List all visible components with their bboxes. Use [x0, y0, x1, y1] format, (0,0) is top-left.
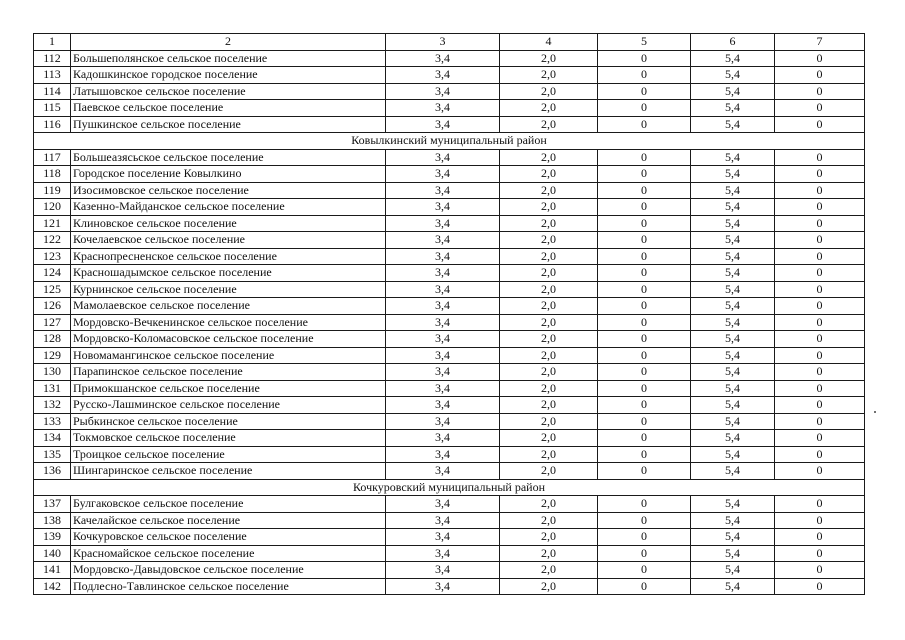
table-row	[34, 298, 865, 315]
table-row	[34, 347, 865, 364]
col4-value-cell: 2,0	[500, 413, 598, 430]
col7-value-cell: 0	[775, 397, 865, 414]
col6-value-cell: 5,4	[691, 314, 775, 331]
col7-value-cell: 0	[775, 578, 865, 595]
col7-value-cell: 0	[775, 149, 865, 166]
table-row	[34, 578, 865, 595]
col5-value-cell: 0	[598, 265, 691, 282]
settlement-name-cell: Токмовское сельское поселение	[71, 430, 386, 447]
col7-value-cell: 0	[775, 83, 865, 100]
settlement-name-cell: Пушкинское сельское поселение	[71, 116, 386, 133]
table-row	[34, 182, 865, 199]
col6-value-cell: 5,4	[691, 166, 775, 183]
settlement-name-cell: Мамолаевское сельское поселение	[71, 298, 386, 315]
row-number-cell: 135	[34, 446, 71, 463]
col3-value-cell: 3,4	[386, 100, 500, 117]
col6-value-cell: 5,4	[691, 430, 775, 447]
col5-value-cell: 0	[598, 529, 691, 546]
col3-value-cell: 3,4	[386, 116, 500, 133]
table-row	[34, 380, 865, 397]
col5-value-cell: 0	[598, 199, 691, 216]
col6-value-cell: 5,4	[691, 562, 775, 579]
col4-value-cell: 2,0	[500, 116, 598, 133]
col7-value-cell: 0	[775, 545, 865, 562]
settlement-name-cell: Изосимовское сельское поселение	[71, 182, 386, 199]
row-number-cell: 125	[34, 281, 71, 298]
table-row	[34, 116, 865, 133]
col4-value-cell: 2,0	[500, 265, 598, 282]
col3-value-cell: 3,4	[386, 364, 500, 381]
col4-value-cell: 2,0	[500, 182, 598, 199]
district-header-row	[34, 479, 865, 496]
settlement-name-cell: Шингаринское сельское поселение	[71, 463, 386, 480]
settlement-name-cell: Качелайское сельское поселение	[71, 512, 386, 529]
row-number-cell: 114	[34, 83, 71, 100]
table-row	[34, 50, 865, 67]
settlement-name-cell: Русско-Лашминское сельское поселение	[71, 397, 386, 414]
header-row	[34, 34, 865, 51]
col5-value-cell: 0	[598, 463, 691, 480]
settlement-name-cell: Парапинское сельское поселение	[71, 364, 386, 381]
col5-value-cell: 0	[598, 116, 691, 133]
col6-value-cell: 5,4	[691, 364, 775, 381]
settlement-name-cell: Троицкое сельское поселение	[71, 446, 386, 463]
col6-value-cell: 5,4	[691, 397, 775, 414]
col6-value-cell: 5,4	[691, 83, 775, 100]
settlement-name-cell: Краснопресненское сельское поселение	[71, 248, 386, 265]
col5-value-cell: 0	[598, 380, 691, 397]
col5-value-cell: 0	[598, 281, 691, 298]
col7-value-cell: 0	[775, 314, 865, 331]
col3-value-cell: 3,4	[386, 199, 500, 216]
col6-value-cell: 5,4	[691, 331, 775, 348]
row-number-cell: 113	[34, 67, 71, 84]
header-cell: 2	[71, 34, 386, 51]
col4-value-cell: 2,0	[500, 446, 598, 463]
col6-value-cell: 5,4	[691, 149, 775, 166]
table-row	[34, 248, 865, 265]
col7-value-cell: 0	[775, 512, 865, 529]
col3-value-cell: 3,4	[386, 496, 500, 513]
row-number-cell: 117	[34, 149, 71, 166]
table-row	[34, 430, 865, 447]
col7-value-cell: 0	[775, 331, 865, 348]
col3-value-cell: 3,4	[386, 281, 500, 298]
col7-value-cell: 0	[775, 413, 865, 430]
header-cell: 1	[34, 34, 71, 51]
table-row	[34, 314, 865, 331]
district-title: Ковылкинский муниципальный район	[34, 133, 865, 150]
row-number-cell: 127	[34, 314, 71, 331]
col6-value-cell: 5,4	[691, 215, 775, 232]
col5-value-cell: 0	[598, 50, 691, 67]
col3-value-cell: 3,4	[386, 265, 500, 282]
col7-value-cell: 0	[775, 116, 865, 133]
table-row	[34, 463, 865, 480]
col4-value-cell: 2,0	[500, 50, 598, 67]
row-number-cell: 118	[34, 166, 71, 183]
col6-value-cell: 5,4	[691, 232, 775, 249]
col3-value-cell: 3,4	[386, 430, 500, 447]
col7-value-cell: 0	[775, 529, 865, 546]
row-number-cell: 120	[34, 199, 71, 216]
col3-value-cell: 3,4	[386, 298, 500, 315]
col7-value-cell: 0	[775, 298, 865, 315]
col5-value-cell: 0	[598, 100, 691, 117]
col6-value-cell: 5,4	[691, 182, 775, 199]
col6-value-cell: 5,4	[691, 50, 775, 67]
table-row	[34, 562, 865, 579]
row-number-cell: 124	[34, 265, 71, 282]
table-row	[34, 265, 865, 282]
col6-value-cell: 5,4	[691, 265, 775, 282]
col5-value-cell: 0	[598, 83, 691, 100]
row-number-cell: 131	[34, 380, 71, 397]
col5-value-cell: 0	[598, 496, 691, 513]
table-row	[34, 331, 865, 348]
col6-value-cell: 5,4	[691, 446, 775, 463]
col3-value-cell: 3,4	[386, 413, 500, 430]
col4-value-cell: 2,0	[500, 314, 598, 331]
row-number-cell: 136	[34, 463, 71, 480]
row-number-cell: 126	[34, 298, 71, 315]
col6-value-cell: 5,4	[691, 248, 775, 265]
col5-value-cell: 0	[598, 430, 691, 447]
col4-value-cell: 2,0	[500, 248, 598, 265]
col4-value-cell: 2,0	[500, 281, 598, 298]
settlement-name-cell: Большеполянское сельское поселение	[71, 50, 386, 67]
col5-value-cell: 0	[598, 232, 691, 249]
col6-value-cell: 5,4	[691, 578, 775, 595]
col5-value-cell: 0	[598, 166, 691, 183]
district-title: Кочкуровский муниципальный район	[34, 479, 865, 496]
col3-value-cell: 3,4	[386, 232, 500, 249]
col4-value-cell: 2,0	[500, 331, 598, 348]
col4-value-cell: 2,0	[500, 149, 598, 166]
table-row	[34, 83, 865, 100]
settlement-name-cell: Новомамангинское сельское поселение	[71, 347, 386, 364]
col5-value-cell: 0	[598, 331, 691, 348]
col3-value-cell: 3,4	[386, 446, 500, 463]
col6-value-cell: 5,4	[691, 116, 775, 133]
col6-value-cell: 5,4	[691, 199, 775, 216]
col5-value-cell: 0	[598, 578, 691, 595]
table-row	[34, 545, 865, 562]
col7-value-cell: 0	[775, 496, 865, 513]
settlement-name-cell: Мордовско-Вечкенинское сельское поселение	[71, 314, 386, 331]
header-cell: 4	[500, 34, 598, 51]
table-row	[34, 413, 865, 430]
col6-value-cell: 5,4	[691, 413, 775, 430]
col4-value-cell: 2,0	[500, 512, 598, 529]
col3-value-cell: 3,4	[386, 166, 500, 183]
col6-value-cell: 5,4	[691, 281, 775, 298]
settlement-name-cell: Клиновское сельское поселение	[71, 215, 386, 232]
col6-value-cell: 5,4	[691, 529, 775, 546]
data-table	[33, 33, 865, 595]
settlement-name-cell: Мордовско-Давыдовское сельское поселение	[71, 562, 386, 579]
col7-value-cell: 0	[775, 463, 865, 480]
table-row	[34, 215, 865, 232]
col5-value-cell: 0	[598, 512, 691, 529]
row-number-cell: 137	[34, 496, 71, 513]
col3-value-cell: 3,4	[386, 215, 500, 232]
row-number-cell: 112	[34, 50, 71, 67]
col6-value-cell: 5,4	[691, 545, 775, 562]
table-row	[34, 67, 865, 84]
settlement-name-cell: Рыбкинское сельское поселение	[71, 413, 386, 430]
row-number-cell: 115	[34, 100, 71, 117]
col7-value-cell: 0	[775, 248, 865, 265]
row-number-cell: 133	[34, 413, 71, 430]
col3-value-cell: 3,4	[386, 463, 500, 480]
row-number-cell: 122	[34, 232, 71, 249]
settlement-name-cell: Паевское сельское поселение	[71, 100, 386, 117]
col5-value-cell: 0	[598, 298, 691, 315]
row-number-cell: 130	[34, 364, 71, 381]
settlement-name-cell: Курнинское сельское поселение	[71, 281, 386, 298]
col7-value-cell: 0	[775, 100, 865, 117]
settlement-name-cell: Примокшанское сельское поселение	[71, 380, 386, 397]
col7-value-cell: 0	[775, 347, 865, 364]
col3-value-cell: 3,4	[386, 578, 500, 595]
col5-value-cell: 0	[598, 314, 691, 331]
col6-value-cell: 5,4	[691, 496, 775, 513]
row-number-cell: 140	[34, 545, 71, 562]
col4-value-cell: 2,0	[500, 347, 598, 364]
table-row	[34, 149, 865, 166]
col7-value-cell: 0	[775, 364, 865, 381]
col4-value-cell: 2,0	[500, 545, 598, 562]
col3-value-cell: 3,4	[386, 182, 500, 199]
col3-value-cell: 3,4	[386, 314, 500, 331]
col6-value-cell: 5,4	[691, 463, 775, 480]
col7-value-cell: 0	[775, 199, 865, 216]
col7-value-cell: 0	[775, 380, 865, 397]
col4-value-cell: 2,0	[500, 578, 598, 595]
table-row	[34, 496, 865, 513]
settlement-name-cell: Кочкуровское сельское поселение	[71, 529, 386, 546]
col3-value-cell: 3,4	[386, 331, 500, 348]
col7-value-cell: 0	[775, 562, 865, 579]
settlement-name-cell: Булгаковское сельское поселение	[71, 496, 386, 513]
col3-value-cell: 3,4	[386, 67, 500, 84]
header-cell: 3	[386, 34, 500, 51]
table-row	[34, 397, 865, 414]
row-number-cell: 119	[34, 182, 71, 199]
col7-value-cell: 0	[775, 281, 865, 298]
col4-value-cell: 2,0	[500, 397, 598, 414]
col7-value-cell: 0	[775, 166, 865, 183]
col4-value-cell: 2,0	[500, 232, 598, 249]
col4-value-cell: 2,0	[500, 166, 598, 183]
settlement-name-cell: Красношадымское сельское поселение	[71, 265, 386, 282]
row-number-cell: 128	[34, 331, 71, 348]
col6-value-cell: 5,4	[691, 380, 775, 397]
settlement-name-cell: Городское поселение Ковылкино	[71, 166, 386, 183]
row-number-cell: 132	[34, 397, 71, 414]
col6-value-cell: 5,4	[691, 100, 775, 117]
col4-value-cell: 2,0	[500, 364, 598, 381]
col4-value-cell: 2,0	[500, 430, 598, 447]
table-row	[34, 281, 865, 298]
col5-value-cell: 0	[598, 67, 691, 84]
settlement-name-cell: Кочелаевское сельское поселение	[71, 232, 386, 249]
col4-value-cell: 2,0	[500, 562, 598, 579]
col4-value-cell: 2,0	[500, 298, 598, 315]
col4-value-cell: 2,0	[500, 83, 598, 100]
col3-value-cell: 3,4	[386, 380, 500, 397]
row-number-cell: 129	[34, 347, 71, 364]
col7-value-cell: 0	[775, 430, 865, 447]
col5-value-cell: 0	[598, 347, 691, 364]
col3-value-cell: 3,4	[386, 397, 500, 414]
settlement-name-cell: Большеазясьское сельское поселение	[71, 149, 386, 166]
table-row	[34, 100, 865, 117]
col4-value-cell: 2,0	[500, 380, 598, 397]
col5-value-cell: 0	[598, 248, 691, 265]
col6-value-cell: 5,4	[691, 512, 775, 529]
col3-value-cell: 3,4	[386, 562, 500, 579]
table-row	[34, 166, 865, 183]
col7-value-cell: 0	[775, 67, 865, 84]
row-number-cell: 138	[34, 512, 71, 529]
row-number-cell: 141	[34, 562, 71, 579]
table-row	[34, 364, 865, 381]
scan-speck	[874, 411, 876, 413]
district-header-row	[34, 133, 865, 150]
col3-value-cell: 3,4	[386, 149, 500, 166]
settlement-name-cell: Латышовское сельское поселение	[71, 83, 386, 100]
col3-value-cell: 3,4	[386, 512, 500, 529]
row-number-cell: 123	[34, 248, 71, 265]
col5-value-cell: 0	[598, 562, 691, 579]
table-row	[34, 512, 865, 529]
col5-value-cell: 0	[598, 413, 691, 430]
col5-value-cell: 0	[598, 397, 691, 414]
col4-value-cell: 2,0	[500, 496, 598, 513]
col7-value-cell: 0	[775, 232, 865, 249]
col4-value-cell: 2,0	[500, 529, 598, 546]
col7-value-cell: 0	[775, 446, 865, 463]
col3-value-cell: 3,4	[386, 248, 500, 265]
col7-value-cell: 0	[775, 215, 865, 232]
col5-value-cell: 0	[598, 545, 691, 562]
col5-value-cell: 0	[598, 446, 691, 463]
col3-value-cell: 3,4	[386, 83, 500, 100]
col6-value-cell: 5,4	[691, 298, 775, 315]
header-cell: 7	[775, 34, 865, 51]
col7-value-cell: 0	[775, 50, 865, 67]
col6-value-cell: 5,4	[691, 347, 775, 364]
col3-value-cell: 3,4	[386, 50, 500, 67]
col6-value-cell: 5,4	[691, 67, 775, 84]
col4-value-cell: 2,0	[500, 67, 598, 84]
row-number-cell: 121	[34, 215, 71, 232]
col4-value-cell: 2,0	[500, 100, 598, 117]
row-number-cell: 142	[34, 578, 71, 595]
col7-value-cell: 0	[775, 265, 865, 282]
settlement-name-cell: Красномайское сельское поселение	[71, 545, 386, 562]
table-row	[34, 529, 865, 546]
col5-value-cell: 0	[598, 215, 691, 232]
settlement-name-cell: Казенно-Майданское сельское поселение	[71, 199, 386, 216]
col3-value-cell: 3,4	[386, 529, 500, 546]
settlement-name-cell: Подлесно-Тавлинское сельское поселение	[71, 578, 386, 595]
row-number-cell: 116	[34, 116, 71, 133]
header-cell: 5	[598, 34, 691, 51]
col5-value-cell: 0	[598, 182, 691, 199]
table-row	[34, 232, 865, 249]
col7-value-cell: 0	[775, 182, 865, 199]
row-number-cell: 134	[34, 430, 71, 447]
col5-value-cell: 0	[598, 149, 691, 166]
settlement-name-cell: Мордовско-Коломасовское сельское поселение	[71, 331, 386, 348]
row-number-cell: 139	[34, 529, 71, 546]
col3-value-cell: 3,4	[386, 545, 500, 562]
col4-value-cell: 2,0	[500, 215, 598, 232]
header-cell: 6	[691, 34, 775, 51]
col4-value-cell: 2,0	[500, 199, 598, 216]
table-body	[34, 34, 865, 595]
col5-value-cell: 0	[598, 364, 691, 381]
table-row	[34, 446, 865, 463]
table-row	[34, 199, 865, 216]
settlement-name-cell: Кадошкинское городское поселение	[71, 67, 386, 84]
col4-value-cell: 2,0	[500, 463, 598, 480]
col3-value-cell: 3,4	[386, 347, 500, 364]
